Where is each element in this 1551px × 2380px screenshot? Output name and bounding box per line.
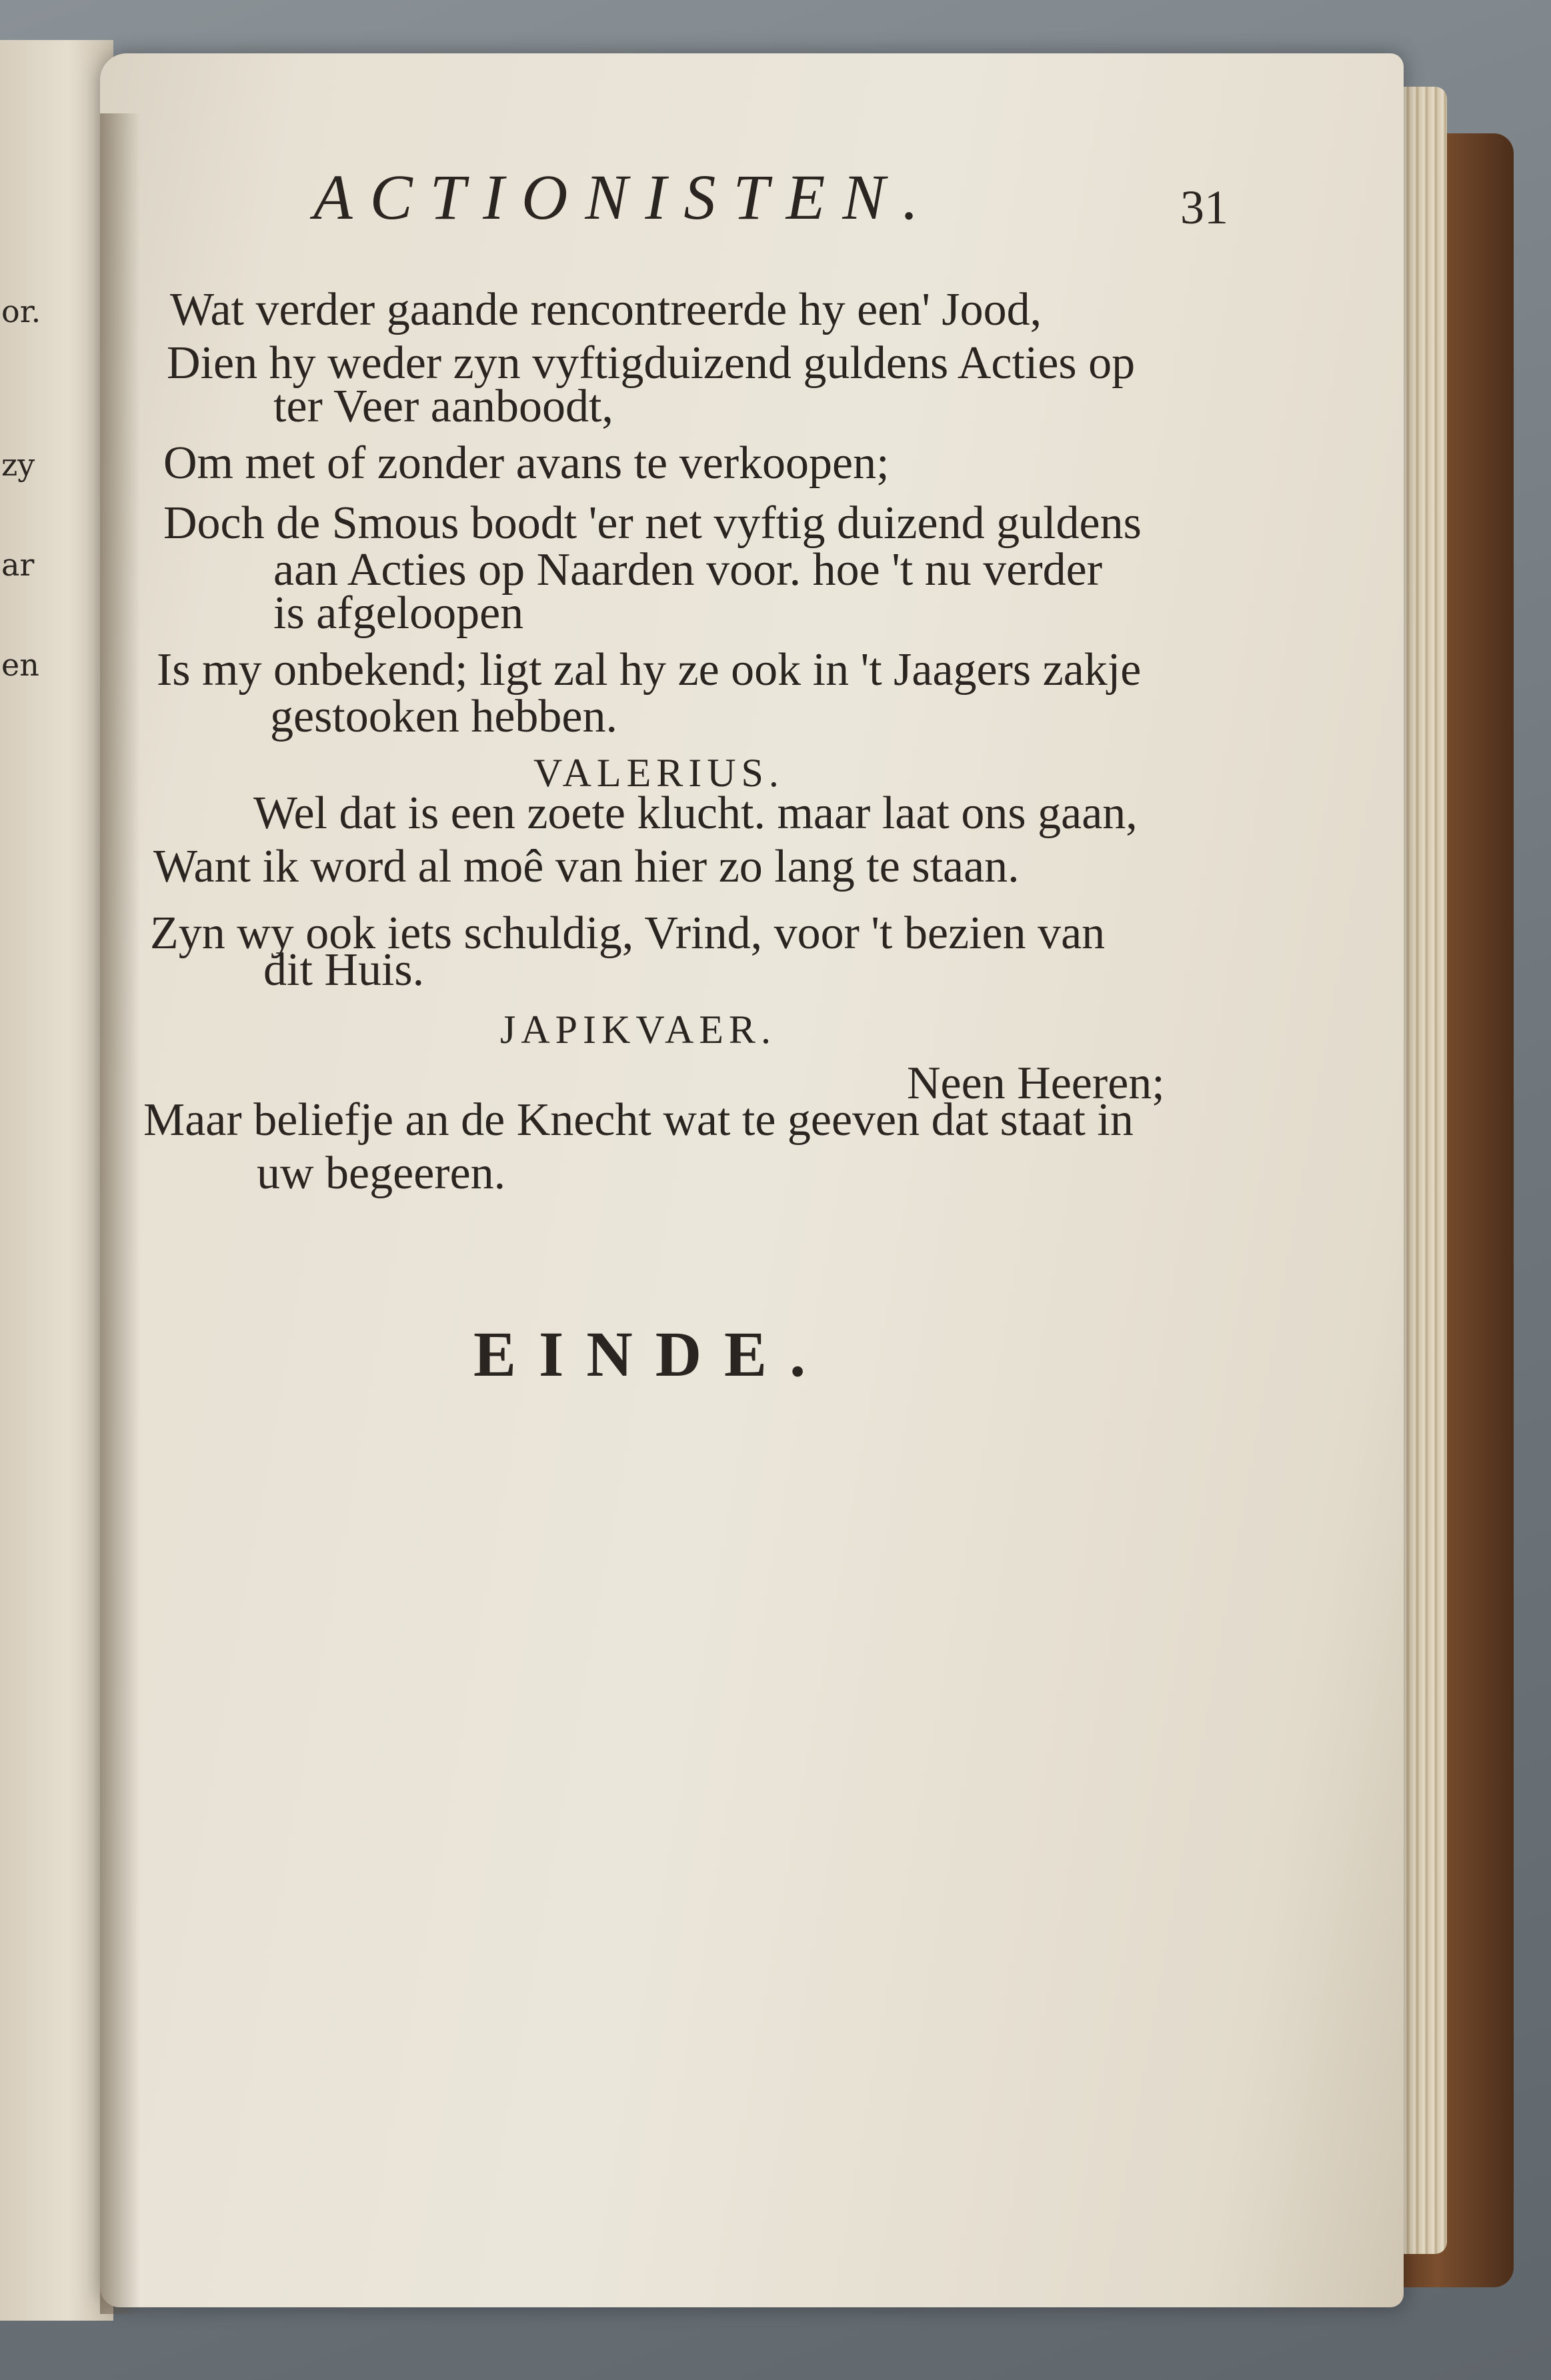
left-page-fragment: or. <box>1 293 41 329</box>
text-line: Want ik word al moê van hier zo lang te staan. <box>153 841 1020 892</box>
text-line: Neen Heeren; <box>907 1058 1165 1109</box>
left-page-fragment: ar <box>1 547 35 583</box>
text-line: Wel dat is een zoete klucht. maar laat ons gaan, <box>253 788 1138 839</box>
text-line: ter Veer aanboodt, <box>273 381 613 432</box>
running-title: ACTIONISTEN. <box>313 161 936 233</box>
end-title: EINDE. <box>473 1318 829 1390</box>
text-line: Is my onbekend; ligt zal hy ze ook in 't Jaagers zakje <box>157 644 1142 696</box>
text-line: gestooken hebben. <box>270 691 617 742</box>
page-number: 31 <box>1180 181 1228 234</box>
text-line: Wat verder gaande rencontreerde hy een' Jood, <box>170 284 1042 335</box>
text-line: Maar beliefje an de Knecht wat te geeven dat staat in <box>143 1094 1134 1146</box>
text-line: uw begeeren. <box>257 1148 506 1199</box>
left-page-fragment: en <box>1 647 39 683</box>
text-line: Zyn wy ook iets schuldig, Vrind, voor 't bezien van <box>150 908 1106 959</box>
gutter-shadow <box>100 113 140 2314</box>
text-line: Dien hy weder zyn vyftigduizend guldens Acties op <box>167 337 1136 389</box>
text-line: aan Acties op Naarden voor. hoe 't nu verder <box>273 544 1103 596</box>
text-line: is afgeloopen <box>273 587 524 639</box>
left-page <box>0 40 113 2321</box>
text-line: Doch de Smous boodt 'er net vyftig duizend guldens <box>163 497 1142 549</box>
speaker-name: VALERIUS. <box>533 751 784 795</box>
speaker-name: JAPIKVAER. <box>500 1008 776 1052</box>
text-line: Om met of zonder avans te verkoopen; <box>163 437 890 489</box>
text-line: dit Huis. <box>263 944 425 996</box>
left-page-fragment: zy <box>1 447 35 483</box>
